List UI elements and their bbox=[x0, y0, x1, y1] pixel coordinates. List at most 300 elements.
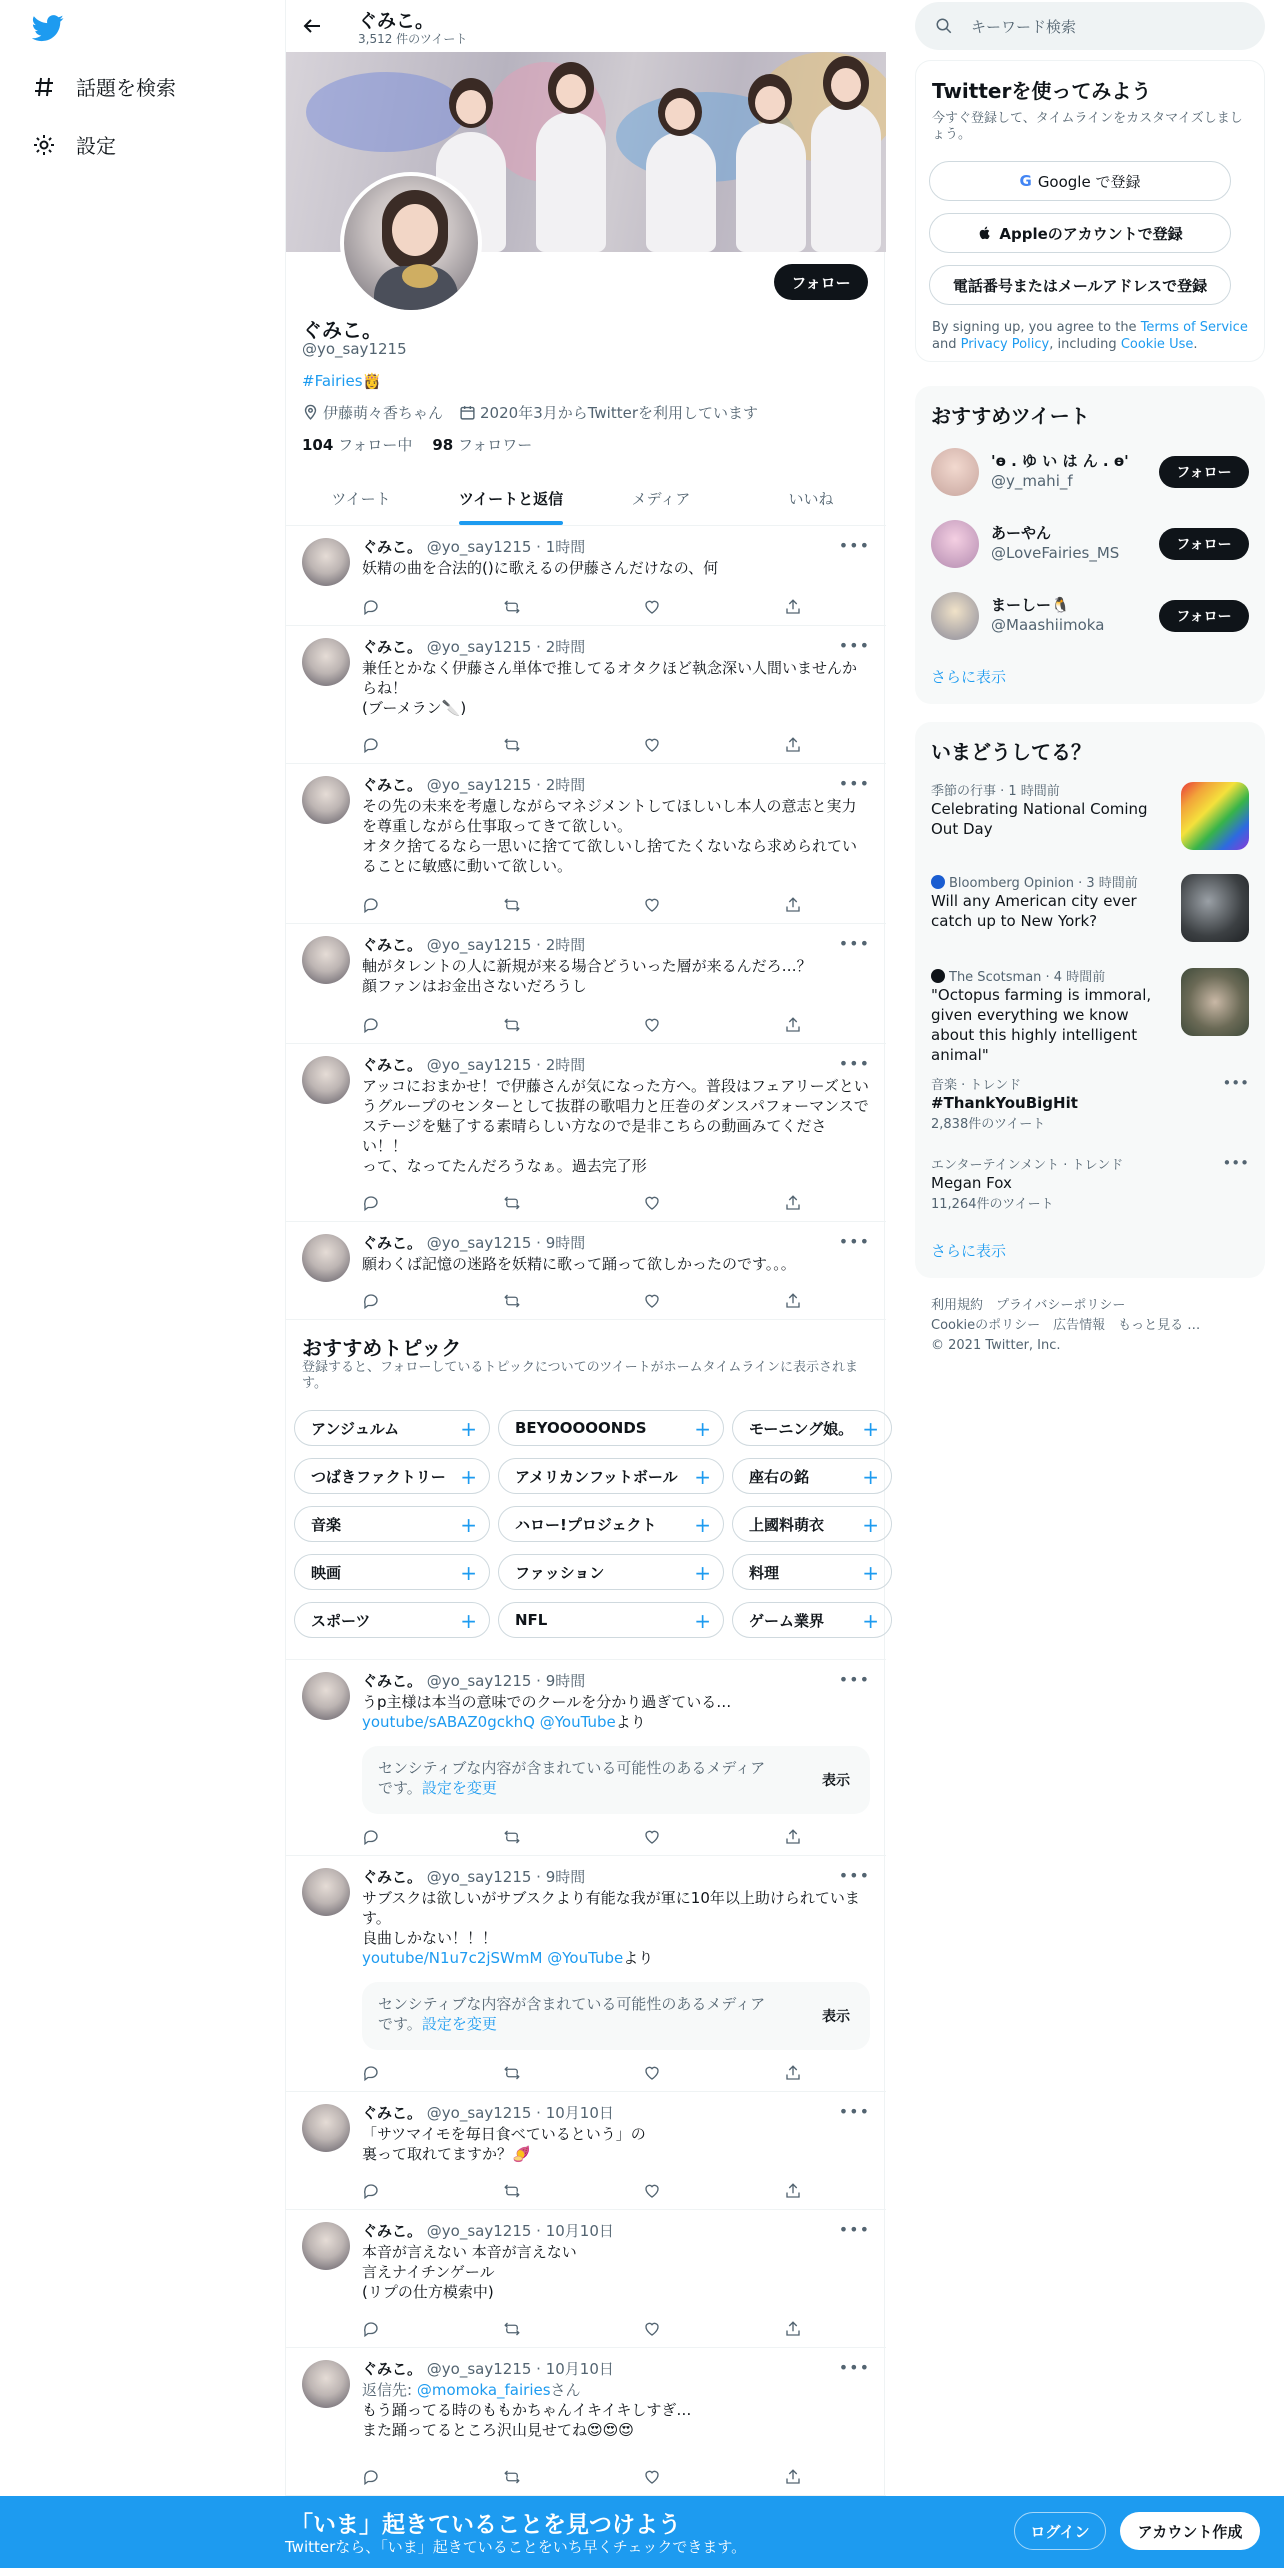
like-icon[interactable] bbox=[643, 736, 661, 754]
reply-icon[interactable] bbox=[362, 896, 380, 914]
tweet-header bbox=[362, 636, 585, 657]
profile-joined bbox=[459, 402, 758, 423]
share-icon[interactable] bbox=[784, 2468, 802, 2486]
show-media-button[interactable]: 表示 bbox=[822, 1773, 850, 1789]
follow-button[interactable]: フォロー bbox=[774, 264, 868, 300]
terms-link[interactable]: Terms of Service bbox=[1140, 320, 1248, 335]
plus-icon[interactable]: + bbox=[694, 1513, 711, 1537]
tweet-header bbox=[362, 2102, 614, 2123]
signup-title: Twitterを使ってみよう bbox=[932, 79, 1152, 103]
user-avatar bbox=[931, 448, 979, 496]
header-name: ぐみこ。 bbox=[358, 10, 435, 32]
tweet-meta: @yo_say1215 · 2時間 bbox=[426, 936, 586, 954]
signup-legal bbox=[932, 319, 1252, 353]
tweet-avatar[interactable] bbox=[302, 538, 350, 586]
like-icon[interactable] bbox=[643, 2064, 661, 2082]
reply-prefix: 返信先: bbox=[362, 2381, 417, 2399]
like-icon[interactable] bbox=[643, 2320, 661, 2338]
tweet-avatar[interactable] bbox=[302, 936, 350, 984]
suggested-user[interactable] bbox=[931, 442, 1249, 502]
tweet-link-row bbox=[362, 1712, 870, 1732]
like-icon[interactable] bbox=[643, 1292, 661, 1310]
google-signup-label: Google で登録 bbox=[1037, 172, 1141, 191]
tweet-text: 兼任とかなく伊藤さん単体で推してるオタクほど執念深い人間いませんからね！ (ブーメラン🔪) bbox=[362, 659, 858, 717]
follow-user-button[interactable]: フォロー bbox=[1159, 456, 1249, 488]
change-settings-link[interactable]: 設定を変更 bbox=[421, 1779, 497, 1797]
tweet-author-name[interactable]: ぐみこ。 bbox=[362, 1056, 423, 1074]
footer-line-2[interactable]: Cookieのポリシー 広告情報 もっと見る … bbox=[931, 1318, 1201, 1333]
topic-chip[interactable] bbox=[498, 1554, 724, 1590]
youtube-mention-link[interactable]: @YouTube bbox=[539, 1713, 616, 1731]
like-icon[interactable] bbox=[643, 2468, 661, 2486]
profile-tabs bbox=[286, 472, 886, 526]
tweet-author-name[interactable]: ぐみこ。 bbox=[362, 776, 423, 794]
tweet-text: 妖精の曲を合法的()に歌えるの伊藤さんだけなの、何 bbox=[362, 559, 719, 577]
plus-icon[interactable]: + bbox=[694, 1417, 711, 1441]
tweet-meta: @yo_say1215 · 10月10日 bbox=[426, 2222, 614, 2240]
topic-chip[interactable] bbox=[498, 1410, 724, 1446]
nav-settings-label: 設定 bbox=[76, 134, 116, 158]
trend-name: "Octopus farming is immoral, given everything we know about this highly intelligent animal" bbox=[931, 986, 1152, 1064]
topic-label: NFL bbox=[515, 1611, 548, 1629]
reply-icon[interactable] bbox=[362, 1828, 380, 1846]
hashtag-icon bbox=[32, 75, 56, 99]
topics-title: おすすめトピック bbox=[302, 1336, 462, 1360]
retweet-icon[interactable] bbox=[503, 1292, 521, 1310]
reply-icon[interactable] bbox=[362, 2468, 380, 2486]
tweet-meta: @yo_say1215 · 2時間 bbox=[426, 776, 586, 794]
like-icon[interactable] bbox=[643, 1016, 661, 1034]
topic-chip[interactable] bbox=[732, 1554, 892, 1590]
following-link[interactable] bbox=[302, 434, 412, 455]
bottom-headline: 「いま」起きていることを見つけよう bbox=[290, 2512, 681, 2538]
user-avatar bbox=[931, 592, 979, 640]
sensitive-text bbox=[378, 1994, 778, 2034]
tweet-header bbox=[362, 1866, 585, 1887]
retweet-icon[interactable] bbox=[503, 2064, 521, 2082]
tweet-more-icon[interactable]: ••• bbox=[838, 2220, 870, 2239]
topic-chip[interactable] bbox=[732, 1458, 892, 1494]
sensitive-media-notice bbox=[362, 1746, 870, 1814]
profile-handle: @yo_say1215 bbox=[302, 340, 407, 358]
topic-chip[interactable] bbox=[732, 1506, 892, 1542]
back-arrow-icon[interactable] bbox=[300, 14, 324, 38]
plus-icon[interactable]: + bbox=[460, 1513, 477, 1537]
topic-chip[interactable] bbox=[498, 1458, 724, 1494]
who-to-follow-title: おすすめツイート bbox=[931, 404, 1090, 428]
retweet-icon[interactable] bbox=[503, 2182, 521, 2200]
trend-count: 2,838件のツイート bbox=[931, 1117, 1046, 1132]
privacy-link[interactable]: Privacy Policy bbox=[960, 337, 1050, 352]
search-input[interactable]: キーワード検索 bbox=[971, 18, 1077, 36]
tweet-more-icon[interactable]: ••• bbox=[838, 636, 870, 655]
share-icon[interactable] bbox=[784, 896, 802, 914]
reply-icon[interactable] bbox=[362, 1292, 380, 1310]
trend-item[interactable] bbox=[931, 966, 1249, 1064]
tweet-text: うp主様は本当の意味でのクールを分かり過ぎている… bbox=[362, 1693, 732, 1711]
tweet-text: 本音が言えない 本音が言えない 言えナイチンゲール (リプの仕方模索中) bbox=[362, 2243, 577, 2301]
tweet-more-icon[interactable]: ••• bbox=[838, 774, 870, 793]
trends-card bbox=[915, 722, 1265, 1278]
trend-item[interactable] bbox=[931, 872, 1249, 944]
follow-user-button[interactable]: フォロー bbox=[1159, 600, 1249, 632]
share-icon[interactable] bbox=[784, 2064, 802, 2082]
plus-icon[interactable]: + bbox=[460, 1609, 477, 1633]
trend-count: 11,264件のツイート bbox=[931, 1197, 1054, 1212]
tweet-avatar[interactable] bbox=[302, 2222, 350, 2270]
tweet[interactable] bbox=[286, 526, 886, 626]
retweet-icon[interactable] bbox=[503, 736, 521, 754]
tweet-meta: @yo_say1215 · 1時間 bbox=[426, 538, 586, 556]
tweet-author-name[interactable]: ぐみこ。 bbox=[362, 936, 423, 954]
tweet[interactable] bbox=[286, 764, 886, 924]
topic-label: スポーツ bbox=[311, 1611, 371, 1630]
reply-suffix: さん bbox=[550, 2381, 581, 2399]
tab-media[interactable]: メディア bbox=[631, 490, 691, 508]
tweet-actions bbox=[362, 1016, 802, 1036]
topic-label: つばきファクトリー bbox=[311, 1467, 446, 1486]
legal-text-4: . bbox=[1193, 337, 1198, 352]
trend-thumbnail bbox=[1181, 874, 1249, 942]
tweet-text: アッコにおまかせ！で伊藤さんが気になった方へ。普段はフェアリーズというグループのセンターとして抜群の歌唱力と圧巻のダンスパフォーマンスでステージを魅了する素晴らしい方なので是非こちらの動画みてください！！ って、なってたんだろうなぁ。過去完了形 bbox=[362, 1077, 869, 1175]
location-pin-icon bbox=[302, 404, 319, 421]
gear-icon bbox=[32, 133, 56, 157]
tweet-text: 願わくば記憶の迷路を妖精に歌って踊って欲しかったのです。。。 bbox=[362, 1255, 796, 1273]
who-to-follow-card bbox=[915, 386, 1265, 704]
tweet-meta: @yo_say1215 · 9時間 bbox=[426, 1868, 586, 1886]
plus-icon[interactable]: + bbox=[694, 1561, 711, 1585]
tweet-avatar[interactable] bbox=[302, 2360, 350, 2408]
retweet-icon[interactable] bbox=[503, 1016, 521, 1034]
follow-user-button[interactable]: フォロー bbox=[1159, 528, 1249, 560]
legal-text-1: By signing up, you agree to the bbox=[932, 320, 1141, 335]
sensitive-text bbox=[378, 1758, 778, 1798]
legal-text-2: and bbox=[932, 337, 961, 352]
tweet-avatar[interactable] bbox=[302, 1234, 350, 1282]
profile-location-text: 伊藤萌々香ちゃん bbox=[323, 404, 444, 422]
right-sidebar bbox=[915, 0, 1265, 2568]
signup-subtitle: 今すぐ登録して、タイムラインをカスタマイズしましょう。 bbox=[932, 111, 1243, 142]
tweet-meta: @yo_say1215 · 2時間 bbox=[426, 1056, 586, 1074]
bloomberg-logo-icon bbox=[931, 875, 945, 889]
plus-icon[interactable]: + bbox=[862, 1513, 879, 1537]
reply-context bbox=[362, 2380, 870, 2400]
tweet-more-icon[interactable]: ••• bbox=[838, 1232, 870, 1251]
sensitive-message: センシティブな内容が含まれている可能性のあるメディアです。 bbox=[378, 1995, 766, 2033]
reply-icon[interactable] bbox=[362, 736, 380, 754]
google-signup-button[interactable] bbox=[929, 161, 1231, 201]
plus-icon[interactable]: + bbox=[460, 1417, 477, 1441]
footer-line-1[interactable]: 利用規約 プライバシーポリシー bbox=[931, 1298, 1126, 1313]
youtube-link[interactable]: youtube/sABAZ0gckhQ bbox=[362, 1713, 535, 1731]
tweet[interactable] bbox=[286, 2348, 886, 2496]
twitter-logo-icon[interactable] bbox=[32, 12, 64, 44]
tweet-header bbox=[362, 774, 585, 795]
youtube-mention-link[interactable]: @YouTube bbox=[547, 1949, 624, 1967]
login-button[interactable]: ログイン bbox=[1014, 2512, 1106, 2550]
plus-icon[interactable]: + bbox=[460, 1465, 477, 1489]
suggested-user[interactable] bbox=[931, 586, 1249, 646]
plus-icon[interactable]: + bbox=[694, 1609, 711, 1633]
tweet-more-icon[interactable]: ••• bbox=[838, 934, 870, 953]
trend-context: 季節の行事 · 1 時間前 bbox=[931, 784, 1060, 799]
retweet-icon[interactable] bbox=[503, 896, 521, 914]
profile-name: ぐみこ。 bbox=[302, 318, 382, 342]
user-name: あーやん bbox=[991, 524, 1052, 542]
plus-icon[interactable]: + bbox=[862, 1465, 879, 1489]
topic-label: 上國料萌衣 bbox=[749, 1515, 825, 1534]
plus-icon[interactable]: + bbox=[460, 1561, 477, 1585]
tweet-header bbox=[362, 934, 585, 955]
main-column bbox=[285, 0, 885, 2568]
tweet-author-name[interactable]: ぐみこ。 bbox=[362, 2104, 423, 2122]
tweet-author-name[interactable]: ぐみこ。 bbox=[362, 2222, 423, 2240]
profile-meta bbox=[302, 402, 758, 423]
retweet-icon[interactable] bbox=[503, 1828, 521, 1846]
tweet-more-icon[interactable]: ••• bbox=[838, 2102, 870, 2121]
tweet-avatar[interactable] bbox=[302, 776, 350, 824]
tweet-more-icon[interactable]: ••• bbox=[838, 1670, 870, 1689]
cookie-link[interactable]: Cookie Use bbox=[1120, 337, 1194, 352]
tweet-text: 「サツマイモを毎日食べているという」の 裏って取れてますか？🍠 bbox=[362, 2125, 646, 2163]
share-icon[interactable] bbox=[784, 1016, 802, 1034]
topic-label: アメリカンフットボール bbox=[515, 1467, 678, 1486]
profile-joined-text: 2020年3月からTwitterを利用しています bbox=[480, 404, 759, 422]
recommended-topics bbox=[286, 1320, 886, 1660]
retweet-icon[interactable] bbox=[503, 598, 521, 616]
nav-explore[interactable] bbox=[32, 72, 176, 101]
trend-item[interactable] bbox=[931, 1074, 1249, 1140]
tweet[interactable] bbox=[286, 2210, 886, 2348]
plus-icon[interactable]: + bbox=[862, 1609, 879, 1633]
tab-tweets-and-replies[interactable]: ツイートと返信 bbox=[436, 472, 586, 525]
nav-explore-label: 話題を検索 bbox=[76, 76, 176, 100]
suggested-user[interactable] bbox=[931, 514, 1249, 574]
more-options-icon[interactable]: ••• bbox=[1222, 1074, 1249, 1092]
followers-link[interactable] bbox=[432, 434, 532, 455]
show-media-button[interactable]: 表示 bbox=[822, 2009, 850, 2025]
sensitive-media-notice bbox=[362, 1982, 870, 2050]
footer-links bbox=[931, 1296, 1261, 1356]
signup-card bbox=[915, 60, 1265, 362]
tweet[interactable] bbox=[286, 1044, 886, 1222]
plus-icon[interactable]: + bbox=[862, 1417, 879, 1441]
tab-tweets[interactable]: ツイート bbox=[331, 490, 391, 508]
tweet-avatar[interactable] bbox=[302, 1672, 350, 1720]
reply-icon[interactable] bbox=[362, 2182, 380, 2200]
trend-context: The Scotsman · 4 時間前 bbox=[949, 970, 1106, 985]
share-icon[interactable] bbox=[784, 1194, 802, 1212]
user-handle: @y_mahi_f bbox=[991, 472, 1073, 490]
apple-signup-button[interactable] bbox=[929, 213, 1231, 253]
reply-icon[interactable] bbox=[362, 1016, 380, 1034]
tweet-more-icon[interactable]: ••• bbox=[838, 1054, 870, 1073]
like-icon[interactable] bbox=[643, 1194, 661, 1212]
topic-label: 音楽 bbox=[311, 1515, 342, 1534]
tweet-header bbox=[362, 1054, 585, 1075]
topic-chip[interactable] bbox=[732, 1410, 892, 1446]
apple-signup-label: Appleのアカウントで登録 bbox=[999, 224, 1183, 243]
like-icon[interactable] bbox=[643, 598, 661, 616]
tweet-text: サブスクは欲しいがサブスクより有能な我が軍に10年以上助けられています。 良曲しかない！！！ bbox=[362, 1889, 860, 1947]
tweet-header bbox=[362, 536, 585, 557]
trend-name: Megan Fox bbox=[931, 1174, 1012, 1192]
link-tail: より bbox=[623, 1949, 654, 1967]
topic-label: ファッション bbox=[515, 1563, 605, 1582]
tweet-text: 軸がタレントの人に新規が来る場合どういった層が来るんだろ…？ 顔ファンはお金出さないだろうし bbox=[362, 957, 812, 995]
topic-label: ゲーム業界 bbox=[749, 1611, 825, 1630]
change-settings-link[interactable]: 設定を変更 bbox=[421, 2015, 497, 2033]
share-icon[interactable] bbox=[784, 1292, 802, 1310]
tab-likes[interactable]: いいね bbox=[788, 490, 834, 508]
topic-chip[interactable] bbox=[294, 1554, 490, 1590]
share-icon[interactable] bbox=[784, 2182, 802, 2200]
tweet-actions bbox=[362, 598, 802, 618]
reply-icon[interactable] bbox=[362, 598, 380, 616]
plus-icon[interactable]: + bbox=[862, 1561, 879, 1585]
topic-label: BEYOOOOONDS bbox=[515, 1419, 647, 1437]
tweet-meta: @yo_say1215 · 10月10日 bbox=[426, 2360, 614, 2378]
tweet-link-row bbox=[362, 1948, 870, 1968]
legal-text-3: , including bbox=[1049, 337, 1121, 352]
like-icon[interactable] bbox=[643, 896, 661, 914]
share-icon[interactable] bbox=[784, 598, 802, 616]
retweet-icon[interactable] bbox=[503, 2468, 521, 2486]
topic-label: 料理 bbox=[749, 1563, 780, 1582]
tweet-actions bbox=[362, 2320, 802, 2340]
calendar-icon bbox=[459, 404, 476, 421]
profile-header bbox=[286, 0, 886, 52]
tweet-actions bbox=[362, 736, 802, 756]
plus-icon[interactable]: + bbox=[694, 1465, 711, 1489]
share-icon[interactable] bbox=[784, 736, 802, 754]
tweet-actions bbox=[362, 1828, 802, 1848]
user-name: 'ɵ . ゆ い は ん . ɵ' bbox=[991, 452, 1129, 470]
nav-settings[interactable] bbox=[32, 130, 116, 159]
like-icon[interactable] bbox=[643, 2182, 661, 2200]
youtube-link[interactable]: youtube/N1u7c2jSWmM bbox=[362, 1949, 543, 1967]
tweet-author-name[interactable]: ぐみこ。 bbox=[362, 1672, 423, 1690]
topic-label: モーニング娘。 bbox=[749, 1419, 854, 1438]
followers-count: 98 bbox=[432, 436, 454, 454]
retweet-icon[interactable] bbox=[503, 1194, 521, 1212]
trend-item[interactable] bbox=[931, 780, 1249, 852]
tweet[interactable] bbox=[286, 1856, 886, 2092]
create-account-button[interactable]: アカウント作成 bbox=[1120, 2512, 1260, 2550]
user-avatar bbox=[931, 520, 979, 568]
topic-chip[interactable] bbox=[294, 1410, 490, 1446]
trend-name: Celebrating National Coming Out Day bbox=[931, 800, 1148, 838]
user-name: まーしー🐧 bbox=[991, 596, 1070, 614]
tweet-author-name[interactable]: ぐみこ。 bbox=[362, 1234, 423, 1252]
trend-thumbnail bbox=[1181, 782, 1249, 850]
topic-chip[interactable] bbox=[732, 1602, 892, 1638]
tweet[interactable] bbox=[286, 924, 886, 1044]
tweet-more-icon[interactable]: ••• bbox=[838, 2358, 870, 2377]
search-box[interactable] bbox=[915, 2, 1265, 50]
show-more-trends-link[interactable]: さらに表示 bbox=[931, 1242, 1007, 1260]
retweet-icon[interactable] bbox=[503, 2320, 521, 2338]
like-icon[interactable] bbox=[643, 1828, 661, 1846]
tweet-author-name[interactable]: ぐみこ。 bbox=[362, 638, 423, 656]
following-count: 104 bbox=[302, 436, 334, 454]
topic-chip[interactable] bbox=[294, 1458, 490, 1494]
tweet-header bbox=[362, 2220, 614, 2241]
search-icon bbox=[935, 17, 953, 35]
tweet-avatar[interactable] bbox=[302, 1056, 350, 1104]
scotsman-logo-icon bbox=[931, 969, 945, 983]
trend-thumbnail bbox=[1181, 968, 1249, 1036]
profile-avatar[interactable] bbox=[340, 172, 482, 314]
trend-context: 音楽 · トレンド bbox=[931, 1078, 1022, 1093]
tweet[interactable] bbox=[286, 1222, 886, 1320]
tweet-actions bbox=[362, 2468, 802, 2488]
topic-label: 映画 bbox=[311, 1563, 342, 1582]
sensitive-message: センシティブな内容が含まれている可能性のあるメディアです。 bbox=[378, 1759, 766, 1797]
tweet[interactable] bbox=[286, 2092, 886, 2210]
tweet-meta: @yo_say1215 · 9時間 bbox=[426, 1234, 586, 1252]
tweet-header bbox=[362, 1670, 585, 1691]
trend-item[interactable] bbox=[931, 1154, 1249, 1220]
tweet-actions bbox=[362, 896, 802, 916]
tweet-avatar[interactable] bbox=[302, 2104, 350, 2152]
tweet-more-icon[interactable]: ••• bbox=[838, 1866, 870, 1885]
header-tweet-count: 3,512 件のツイート bbox=[358, 32, 468, 46]
reply-icon[interactable] bbox=[362, 2320, 380, 2338]
tweet-author-name[interactable]: ぐみこ。 bbox=[362, 2360, 423, 2378]
tweet-author-name[interactable]: ぐみこ。 bbox=[362, 538, 423, 556]
bottom-subtext: Twitterなら、「いま」起きていることをいち早くチェックできます。 bbox=[285, 2538, 747, 2556]
topic-label: アンジュルム bbox=[311, 1419, 400, 1438]
tweet-text: その先の未来を考慮しながらマネジメントしてほしいし本人の意志と実力を尊重しながら仕事取ってきて欲しい。 オタク捨てるなら一思いに捨てて欲しいし捨てたくないなら求められていることに敏感に動いて欲しい。 bbox=[362, 797, 858, 875]
topic-chip[interactable] bbox=[294, 1506, 490, 1542]
tweet-avatar[interactable] bbox=[302, 638, 350, 686]
tweet-header bbox=[362, 2358, 614, 2379]
topic-chip[interactable] bbox=[294, 1602, 490, 1638]
trend-name: Will any American city ever catch up to New York? bbox=[931, 892, 1137, 930]
profile-hashtag[interactable]: #Fairies👸 bbox=[302, 372, 382, 390]
tweet-text: もう踊ってる時のももかちゃんイキイキしすぎ… また踊ってるところ沢山見せてね😍😍😍 bbox=[362, 2401, 692, 2439]
tweet[interactable] bbox=[286, 626, 886, 764]
topic-chip[interactable] bbox=[498, 1602, 724, 1638]
tweet-meta: @yo_say1215 · 9時間 bbox=[426, 1672, 586, 1690]
tweet[interactable] bbox=[286, 1660, 886, 1856]
phone-signup-button[interactable]: 電話番号またはメールアドレスで登録 bbox=[929, 265, 1231, 305]
left-navigation bbox=[0, 0, 285, 2568]
profile-follow-stats bbox=[302, 434, 532, 455]
profile-location bbox=[302, 402, 443, 423]
tweet-avatar[interactable] bbox=[302, 1868, 350, 1916]
share-icon[interactable] bbox=[784, 1828, 802, 1846]
tweet-actions bbox=[362, 1292, 802, 1312]
trends-title: いまどうしてる？ bbox=[931, 740, 1091, 764]
tweet-header bbox=[362, 1232, 585, 1253]
tweet-author-name[interactable]: ぐみこ。 bbox=[362, 1868, 423, 1886]
reply-icon[interactable] bbox=[362, 2064, 380, 2082]
tweet-actions bbox=[362, 1194, 802, 1214]
topic-chip[interactable] bbox=[498, 1506, 724, 1542]
show-more-users-link[interactable]: さらに表示 bbox=[931, 668, 1007, 686]
link-tail: より bbox=[615, 1713, 646, 1731]
share-icon[interactable] bbox=[784, 2320, 802, 2338]
topic-label: 座右の銘 bbox=[749, 1467, 810, 1486]
trend-name: #ThankYouBigHit bbox=[931, 1094, 1078, 1112]
following-label: フォロー中 bbox=[338, 436, 413, 454]
more-options-icon[interactable]: ••• bbox=[1222, 1154, 1249, 1172]
tweet-more-icon[interactable]: ••• bbox=[838, 536, 870, 555]
reply-icon[interactable] bbox=[362, 1194, 380, 1212]
reply-to-link[interactable]: @momoka_fairies bbox=[416, 2381, 551, 2399]
